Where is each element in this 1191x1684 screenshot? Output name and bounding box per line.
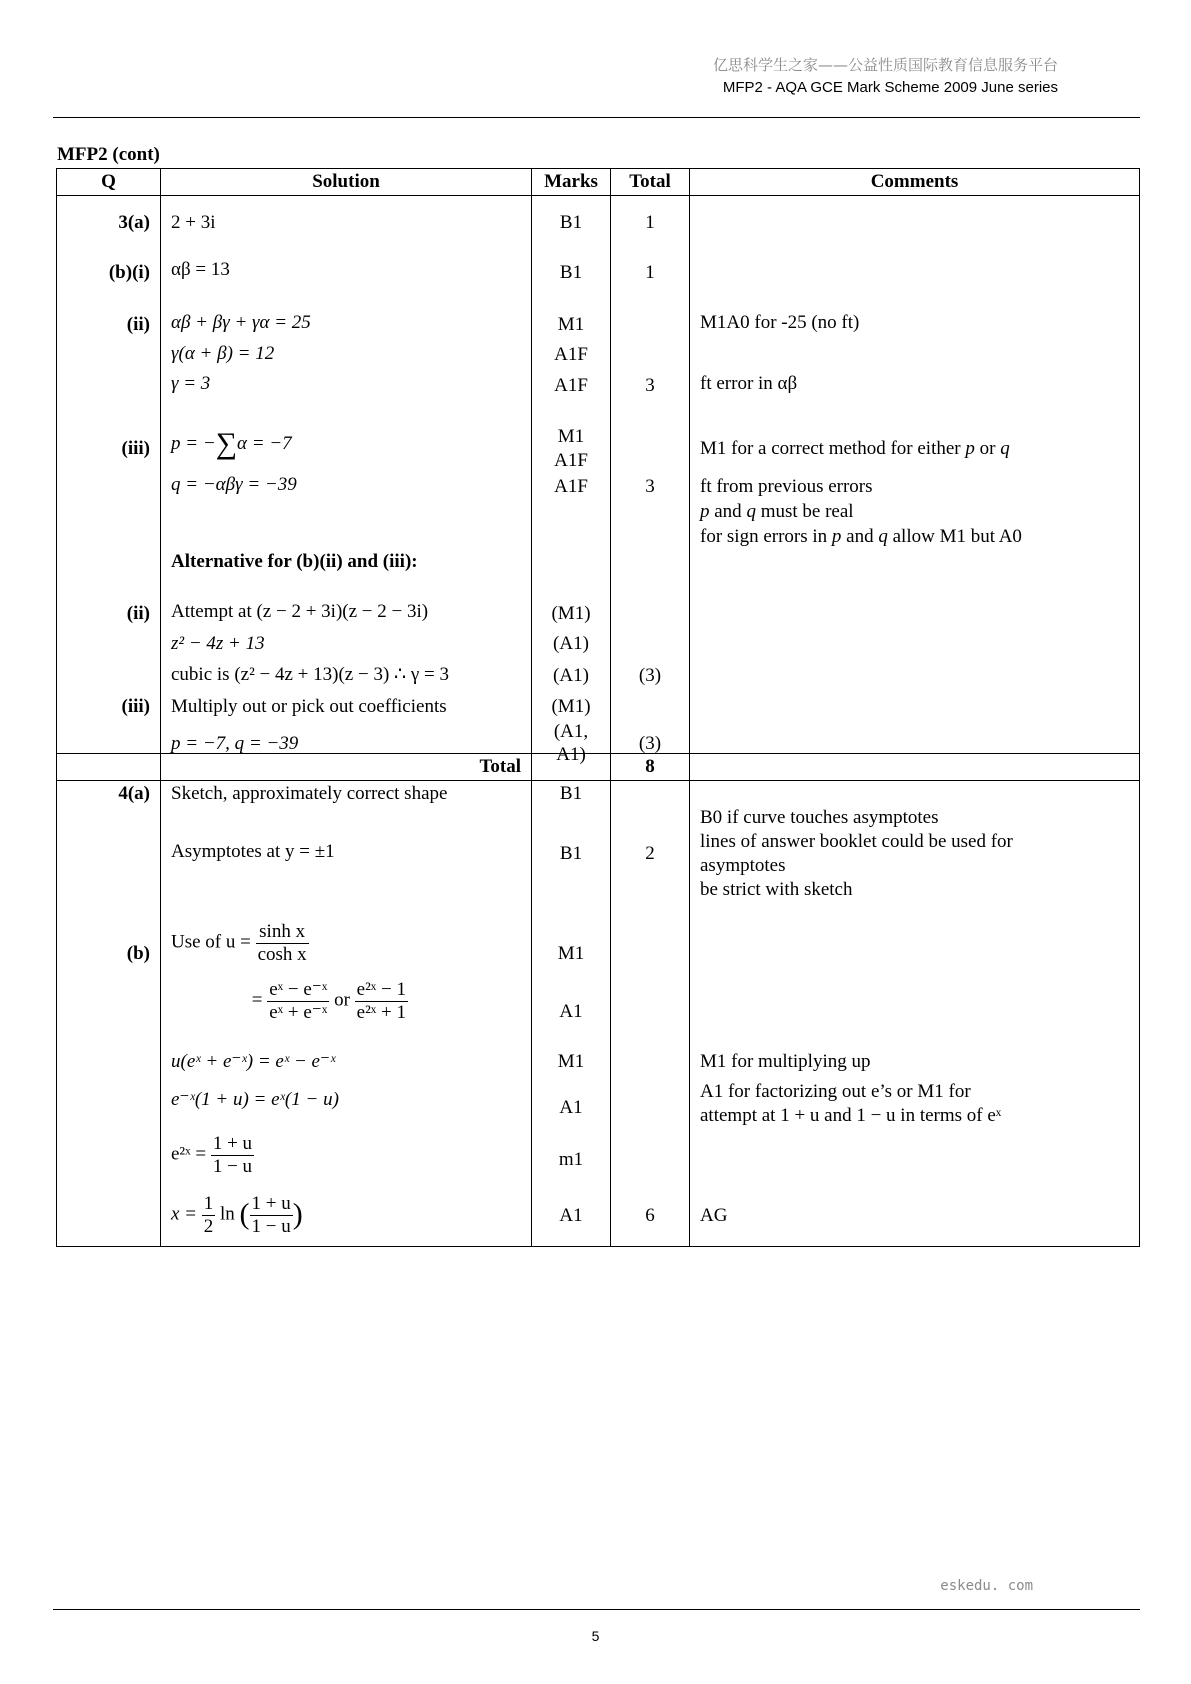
footer-rule [53, 1609, 1140, 1610]
footer-watermark: eskedu. com [940, 1578, 1033, 1594]
q3ii-line2: γ(α + β) = 12 [171, 343, 275, 364]
q4b-mark-6: A1 [559, 1205, 583, 1226]
q4b-line3: u(eˣ + e⁻ˣ) = eˣ − e⁻ˣ [171, 1051, 336, 1072]
total-label: Total [161, 754, 532, 781]
q3-alt-iii-label: (iii) [121, 696, 150, 717]
q4b-fraction-exp: $\frac{\text{eˣ − e⁻ˣ}}{\text{eˣ + e⁻ˣ}}$ [269, 979, 328, 1023]
q4b-comment-2: A1 for factorizing out e’s or M1 for [700, 1081, 971, 1102]
q3a-mark: B1 [559, 212, 583, 233]
q3-alt-mark-2: (A1) [553, 633, 589, 654]
q4a-line1: Sketch, approximately correct shape [171, 783, 448, 804]
column-header-marks: Marks [532, 169, 611, 196]
q3iii-comment-1: M1 for a correct method for either p or q [700, 438, 1010, 459]
q3bi-mark: B1 [559, 262, 583, 283]
q3-alt-ii-line2: z² − 4z + 13 [171, 633, 265, 654]
page-number: 5 [591, 1628, 600, 1644]
q3ii-line3: γ = 3 [171, 373, 211, 394]
q4b-fraction-ratio: $\frac{1 + u}{1 - u}$ [212, 1133, 253, 1177]
q3-alt-ii-line1: Attempt at (z − 2 + 3i)(z − 2 − 3i) [171, 601, 429, 622]
q3ii-comment-2: ft error in αβ [700, 373, 798, 394]
header-document-title: MFP2 - AQA GCE Mark Scheme 2009 June series [722, 79, 1058, 96]
q4a-label: 4(a) [118, 783, 150, 804]
q4a-line2: Asymptotes at y = ±1 [171, 841, 335, 862]
table-header-row [57, 169, 1140, 196]
q3-alt-iii-line2: p = −7, q = −39 [171, 733, 299, 754]
q3-alt-iii-total: (3) [638, 733, 662, 754]
q4a-mark-1: B1 [559, 783, 583, 804]
q4b-fraction-log-argument: $\frac{1 + u}{1 - u}$ [251, 1193, 291, 1237]
q3-alt-ii-line3: cubic is (z² − 4z + 13)(z − 3) ∴ γ = 3 [171, 664, 449, 685]
q3iii-mark-1: M1 [557, 426, 585, 447]
q4b-total: 6 [645, 1205, 655, 1226]
header-site-name: 亿思科学生之家——公益性质国际教育信息服务平台 [712, 56, 1058, 74]
q4b-fraction-exp2: $\frac{\text{e²ˣ − 1}}{\text{e²ˣ + 1}}$ [356, 979, 406, 1023]
q4b-mark-2: A1 [559, 1001, 583, 1022]
q3ii-total: 3 [645, 375, 655, 396]
q4b-comment-4: AG [700, 1205, 728, 1226]
q4a-comment-2: lines of answer booklet could be used for [700, 831, 1013, 852]
q3ii-mark-1: M1 [557, 314, 585, 335]
q4b-mark-3: M1 [557, 1051, 585, 1072]
header-rule [53, 117, 1140, 118]
q4b-line2: = $\frac{\text{eˣ − e⁻ˣ}}{\text{eˣ + e⁻ˣ}}$ or $\frac{\text{e²ˣ − 1}}{\text{e²ˣ + 1}}$ [251, 979, 406, 1023]
q4b-mark-5: m1 [558, 1149, 584, 1170]
q3-alt-mark-5b: A1) [556, 744, 586, 765]
total-value: 8 [611, 754, 690, 781]
q3-alt-iii-line1: Multiply out or pick out coefficients [171, 696, 447, 717]
column-header-solution: Solution [161, 169, 532, 196]
q3-alt-mark-3: (A1) [553, 665, 589, 686]
q4a-mark-2: B1 [559, 843, 583, 864]
q4b-label: (b) [126, 943, 150, 964]
q3ii-line1: αβ + βγ + γα = 25 [171, 312, 311, 333]
q3iii-label: (iii) [121, 438, 150, 459]
q3iii-comment-4: for sign errors in p and q allow M1 but A0 [700, 526, 1022, 547]
q3-alt-mark-1: (M1) [551, 603, 591, 624]
q3bi-answer: αβ = 13 [171, 259, 230, 280]
mark-scheme-table [56, 168, 1140, 1247]
q3a-label: 3(a) [118, 212, 150, 233]
table-row [57, 196, 1140, 754]
column-header-q: Q [57, 169, 161, 196]
q3-alt-ii-label: (ii) [126, 603, 150, 624]
q3-alt-mark-4: (M1) [551, 696, 591, 717]
q3bi-label: (b)(i) [108, 262, 150, 283]
q3iii-mark-2: A1F [554, 450, 588, 471]
q4b-mark-4: A1 [559, 1097, 583, 1118]
q4b-line4: e⁻ˣ(1 + u) = eˣ(1 − u) [171, 1089, 339, 1110]
q3ii-mark-2: A1F [554, 344, 588, 365]
q3a-total: 1 [645, 212, 655, 233]
column-header-comments: Comments [690, 169, 1140, 196]
q4b-line6: x = $\frac{1}{2}$ ln ( $\frac{1 + u}{1 - u}$ ) [171, 1193, 303, 1237]
q3iii-line2: q = −αβγ = −39 [171, 474, 297, 495]
q3-alternative-heading: Alternative for (b)(ii) and (iii): [171, 551, 418, 572]
q3iii-mark-3: A1F [554, 476, 588, 497]
q3iii-line1: p = −∑α = −7 [171, 427, 292, 460]
q3-alt-mark-5a: (A1, [553, 721, 589, 742]
q4b-fraction-tanh: $\frac{\text{sinh x}}{\text{cosh x}}$ [257, 921, 307, 965]
q3ii-comment-1: M1A0 for -25 (no ft) [700, 312, 860, 333]
q4b-line1: Use of u = $\frac{\text{sinh x}}{\text{cosh x}}$ [171, 921, 307, 965]
q4a-comment-4: be strict with sketch [700, 879, 853, 900]
table-row [57, 781, 1140, 1247]
q3ii-mark-3: A1F [554, 375, 588, 396]
q4b-comment-1: M1 for multiplying up [700, 1051, 871, 1072]
column-header-total: Total [611, 169, 690, 196]
q4b-mark-1: M1 [557, 943, 585, 964]
q3iii-total: 3 [645, 476, 655, 497]
q3bi-total: 1 [645, 262, 655, 283]
q4b-comment-3: attempt at 1 + u and 1 − u in terms of eˣ [700, 1105, 1002, 1126]
q4b-fraction-half: $\frac{1}{2}$ [203, 1193, 214, 1237]
q4a-total: 2 [645, 843, 655, 864]
q3a-answer: 2 + 3i [171, 212, 216, 233]
section-title: MFP2 (cont) [57, 144, 160, 165]
q4a-comment-3: asymptotes [700, 855, 786, 876]
q3iii-comment-3: p and q must be real [700, 501, 854, 522]
q3-alt-ii-total: (3) [638, 665, 662, 686]
q3ii-label: (ii) [126, 314, 150, 335]
q3iii-comment-2: ft from previous errors [700, 476, 873, 497]
q4b-line5: e²ˣ = $\frac{1 + u}{1 - u}$ [171, 1133, 253, 1177]
q4a-comment-1: B0 if curve touches asymptotes [700, 807, 939, 828]
